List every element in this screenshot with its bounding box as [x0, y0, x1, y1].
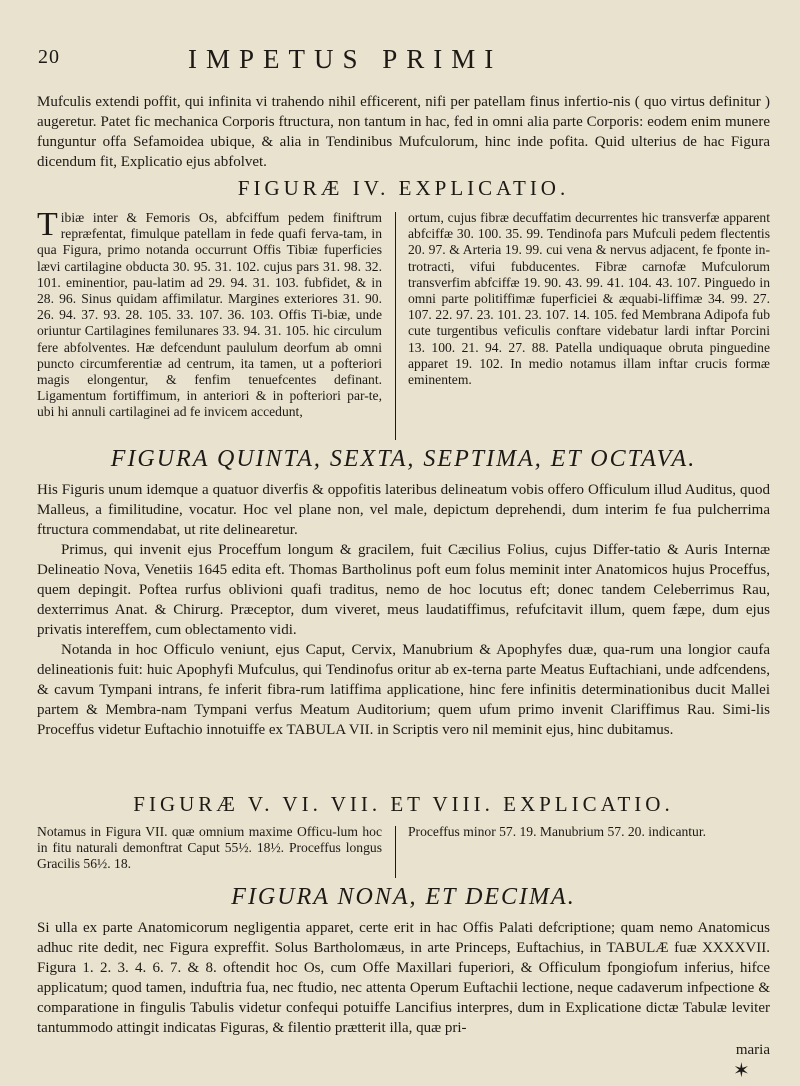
column-divider [395, 212, 396, 440]
figure-iv-left-text: ibiæ inter & Femoris Os, abfciffum pedem finiftrum repræfentat, fimulque patellam in fede quafi ferva-tam, in qua Figura, primo notanda occurrunt Offis Tibiæ fuperficies lævi cartilagine obducta 30. 95. 31. 102. cujus pars 31. 98. 32. 101. eminentior, pau-latim ad 29. 94. 31. 103. fubfidet, & in 28. 96. Sinus quidam affimilatur. Margines exteriores 31. 90. 26. 94. 37. 93. 28. 105. 33. 107. 36. 103. Offis Ti-biæ, unde oriuntur Cartilagines femilunares 33. 94. 31. 105. hic circulum fere abfolventes. Hæ defcendunt paululum deorfum ab omni puncto circumferentiæ ad centrum, ita tamen, ut a pofteriori magis elongentur, & fenfim tenuefcentes definant. Ligamentum fortiffimum, in anteriori & in pofteriori par-te, ubi hi annuli cartilaginei ad fe invicem accedunt, [37, 210, 382, 420]
explicatio-left-text: Notamus in Figura VII. quæ omnium maxime Officu-lum hoc in fitu naturali demonftrat Caput 55½. 18½. Proceffus longus Gracilis 56½. 18. [37, 824, 382, 872]
intro-paragraph: Mufculis extendi poffit, qui infinita vi trahendo nihil efficerent, nifi per patellam finus infertio-nis ( quo virtus definitur ) augeretur. Patet fic mechanica Corporis ftructura, non tantum in hac, fed in omni alia parte Corporis: eodem enim munere funguntur offa Sefamoidea ubique, & alia in Tendinibus Mufculorum, hinc inde pofita. Quid ulterius de hac Figura dicendum fit, Explicatio ejus abfolvet. [37, 94, 770, 170]
paragraph: His Figuris unum idemque a quatuor diverfis & oppofitis lateribus delineatum vobis offero Officulum illud Auditus, quod Malleus, a fimilitudine, vocatur. Hoc vel plane non, vel male, depictum deprehendi, dum interim fe fua pulcherrima ftructura commendabat, ut rite delinearetur. [37, 482, 770, 538]
figures-ix-x-text: Si ulla ex parte Anatomicorum negligentia apparet, certe erit in hac Offis Palati defcriptione; quam nemo Anatomicus adhuc rite dedit, nec Figura expreffit. Solus Bartholomæus, in arte Princeps, Euftachius, in TABULÆ fuæ XXXXVII. Figura 1. 2. 3. 4. 6. 7. & 8. oftendit hoc Os, cum Offe Maxillari fuperiori, & Officulum fpongiofum inferius, hifce applicatum; quod tamen, induftria fua, nec ftudio, nec attenta Operum Euftachii lectione, neque cadaverum infpectione & comparatione in fingulis Tabulis videtur confequi potuiffe Lancifius interpres, dum in Explicatione dictæ Tabulæ leviter tantummodo attingit indicatas Figuras, & filentio prætterit illa, quæ pri- [37, 920, 770, 1036]
figures-v-viii-text [37, 480, 770, 740]
catchword: maria [735, 1042, 770, 1058]
page-header [38, 44, 778, 78]
figure-iv-left-column [37, 206, 382, 421]
section-heading-explicatio: FIGURÆ V. VI. VII. ET VIII. EXPLICATIO. [133, 792, 674, 816]
section-heading-figures-ix-x: FIGURA NONA, ET DECIMA. [231, 884, 576, 910]
ink-mark: ✶ [733, 1060, 750, 1082]
explicatio-right-text: Proceffus minor 57. 19. Manubrium 57. 20. indicantur. [408, 824, 707, 839]
section-heading-figure-iv: FIGURÆ IV. EXPLICATIO. [237, 176, 570, 200]
section-heading-figures-v-viii: FIGURA QUINTA, SEXTA, SEPTIMA, ET OCTAVA. [110, 446, 697, 472]
page-number: 20 [38, 46, 60, 68]
paragraph: Notanda in hoc Officulo veniunt, ejus Caput, Cervix, Manubrium & Apophyfes duæ, qua-rum una longior caufa delineationis fuit: huic Apophyfi Mufculus, qui Tendinofus oritur ab ex-terna parte Meatus Euftachiani, unde adfcendens, & cavum Tympani intrans, fe inferit fibra-rum latiffima applicatione, hinc fere infinitis determinationibus ducit Mallei partem & Membra-nam Tympani verfus Meatum Auditorium; quem ufum primo invenit Clariffimus Rau. Simi-lis Proceffus videtur Euftachio innotuiffe ex TABULA VII. in Scriptis vero nil meminit ejus, hinc dubitamus. [37, 642, 770, 738]
paragraph: Primus, qui invenit ejus Proceffum longum & gracilem, fuit Cæcilius Folius, cujus Differ-tatio & Auris Internæ Delineatio Nova, Venetiis 1645 edita eft. Thomas Bartholinus poft eum folus meminit inter Anatomicos hujus Proceffus, quem depingit. Poftea rurfus oblivioni quafi traditus, nemo de hoc locutus eft; donec tandem Celeberrimus Rau, dexterrimus Anat. & Chirurg. Præceptor, dum viveret, meus laudatiffimus, refufcitavit illum, quem fæpe, dum ejus privatis intereffem, cum oblectamento vidi. [37, 542, 770, 638]
figure-iv-right-text: ortum, cujus fibræ decuffatim decurrentes hic transverfæ apparent abfciffæ 30. 100. 35. 99. Tendinofa pars Mufculi pedem flectentis 20. 97. & Arteria 19. 99. cui vena & nervus adjacent, fe fponte in-trotracti, vifui fubducentes. Fibræ carnofæ Mufculorum transverfim abfciffæ 19. 90. 43. 99. 41. 104. 43. 107. Pinguedo in omni parte politiffimæ fuperficiei & æquabi-liffimæ 34. 99. 27. 107. 22. 97. 23. 101. 23. 107. 14. 105. fed Membrana Adipofa fub cute turgentibus veficulis conftare videbatur lardi inftar Porcini 13. 100. 21. 94. 27. 88. Patella undiquaque obruta pinguedine apparet 19. 102. In medio notamus illam inftar crucis formæ eminentem. [408, 210, 770, 388]
column-divider [395, 826, 396, 878]
running-title: IMPETUS PRIMI [188, 44, 503, 74]
drop-cap: T [37, 206, 58, 243]
